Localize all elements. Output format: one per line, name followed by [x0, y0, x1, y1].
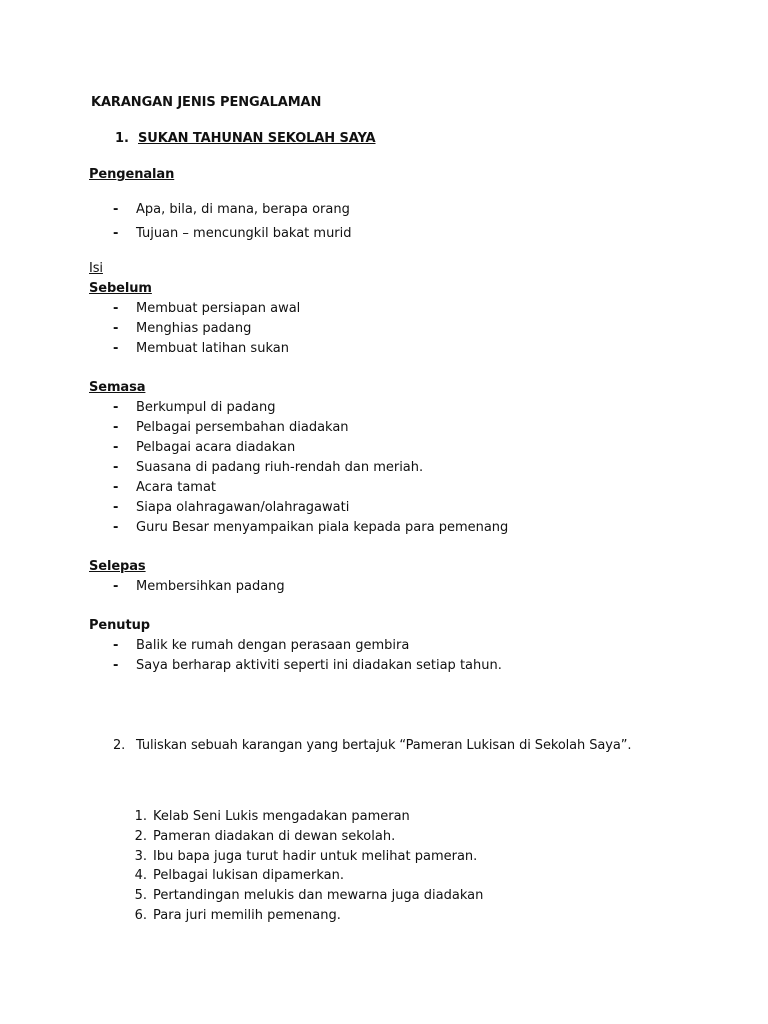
bullet-dash: - — [113, 460, 119, 475]
list-item: Membuat latihan sukan — [136, 341, 289, 356]
point-text: Ibu bapa juga turut hadir untuk melihat pameran. — [153, 849, 478, 864]
list-item: Pelbagai persembahan diadakan — [136, 420, 349, 435]
list-item: Apa, bila, di mana, berapa orang — [136, 202, 350, 217]
topic-2-prompt: Tuliskan sebuah karangan yang bertajuk “Pameran Lukisan di Sekolah Saya”. — [136, 738, 632, 753]
point-text: Kelab Seni Lukis mengadakan pameran — [153, 809, 410, 824]
bullet-dash: - — [113, 202, 119, 217]
bullet-dash: - — [113, 301, 119, 316]
heading-sebelum: Sebelum — [89, 281, 152, 296]
list-item: Menghias padang — [136, 321, 252, 336]
list-item: Membersihkan padang — [136, 579, 285, 594]
heading-selepas: Selepas — [89, 559, 146, 574]
bullet-dash: - — [113, 321, 119, 336]
list-item: Berkumpul di padang — [136, 400, 276, 415]
list-item: Acara tamat — [136, 480, 217, 495]
list-item: Siapa olahragawan/olahragawati — [136, 500, 350, 515]
list-item: Suasana di padang riuh-rendah dan meriah. — [136, 460, 424, 475]
point-number: 3. — [134, 849, 147, 864]
bullet-dash: - — [113, 520, 119, 535]
point-number: 4. — [134, 868, 147, 883]
point-number: 1. — [134, 809, 147, 824]
heading-pengenalan: Pengenalan — [89, 167, 175, 182]
bullet-dash: - — [113, 480, 119, 495]
heading-semasa: Semasa — [89, 380, 146, 395]
heading-penutup: Penutup — [89, 618, 150, 633]
bullet-dash: - — [113, 400, 119, 415]
bullet-dash: - — [113, 658, 119, 673]
bullet-dash: - — [113, 420, 119, 435]
point-text: Pertandingan melukis dan mewarna juga diadakan — [153, 888, 484, 903]
bullet-dash: - — [113, 579, 119, 594]
list-item: Saya berharap aktiviti seperti ini diadakan setiap tahun. — [136, 658, 502, 673]
list-item: Guru Besar menyampaikan piala kepada para pemenang — [136, 520, 509, 535]
bullet-dash: - — [113, 341, 119, 356]
topic-2-number: 2. — [113, 738, 126, 753]
point-text: Pelbagai lukisan dipamerkan. — [153, 868, 344, 883]
point-number: 6. — [134, 908, 147, 923]
point-text: Pameran diadakan di dewan sekolah. — [153, 829, 396, 844]
bullet-dash: - — [113, 638, 119, 653]
list-item: Pelbagai acara diadakan — [136, 440, 296, 455]
list-item: Membuat persiapan awal — [136, 301, 301, 316]
heading-isi: Isi — [89, 261, 103, 276]
bullet-dash: - — [113, 226, 119, 241]
document-title: KARANGAN JENIS PENGALAMAN — [91, 95, 322, 110]
point-text: Para juri memilih pemenang. — [153, 908, 341, 923]
list-item: Balik ke rumah dengan perasaan gembira — [136, 638, 410, 653]
bullet-dash: - — [113, 500, 119, 515]
bullet-dash: - — [113, 440, 119, 455]
topic-1-number: 1. — [115, 131, 129, 146]
topic-1-title: SUKAN TAHUNAN SEKOLAH SAYA — [138, 131, 376, 146]
list-item: Tujuan – mencungkil bakat murid — [136, 226, 352, 241]
point-number: 5. — [134, 888, 147, 903]
point-number: 2. — [134, 829, 147, 844]
